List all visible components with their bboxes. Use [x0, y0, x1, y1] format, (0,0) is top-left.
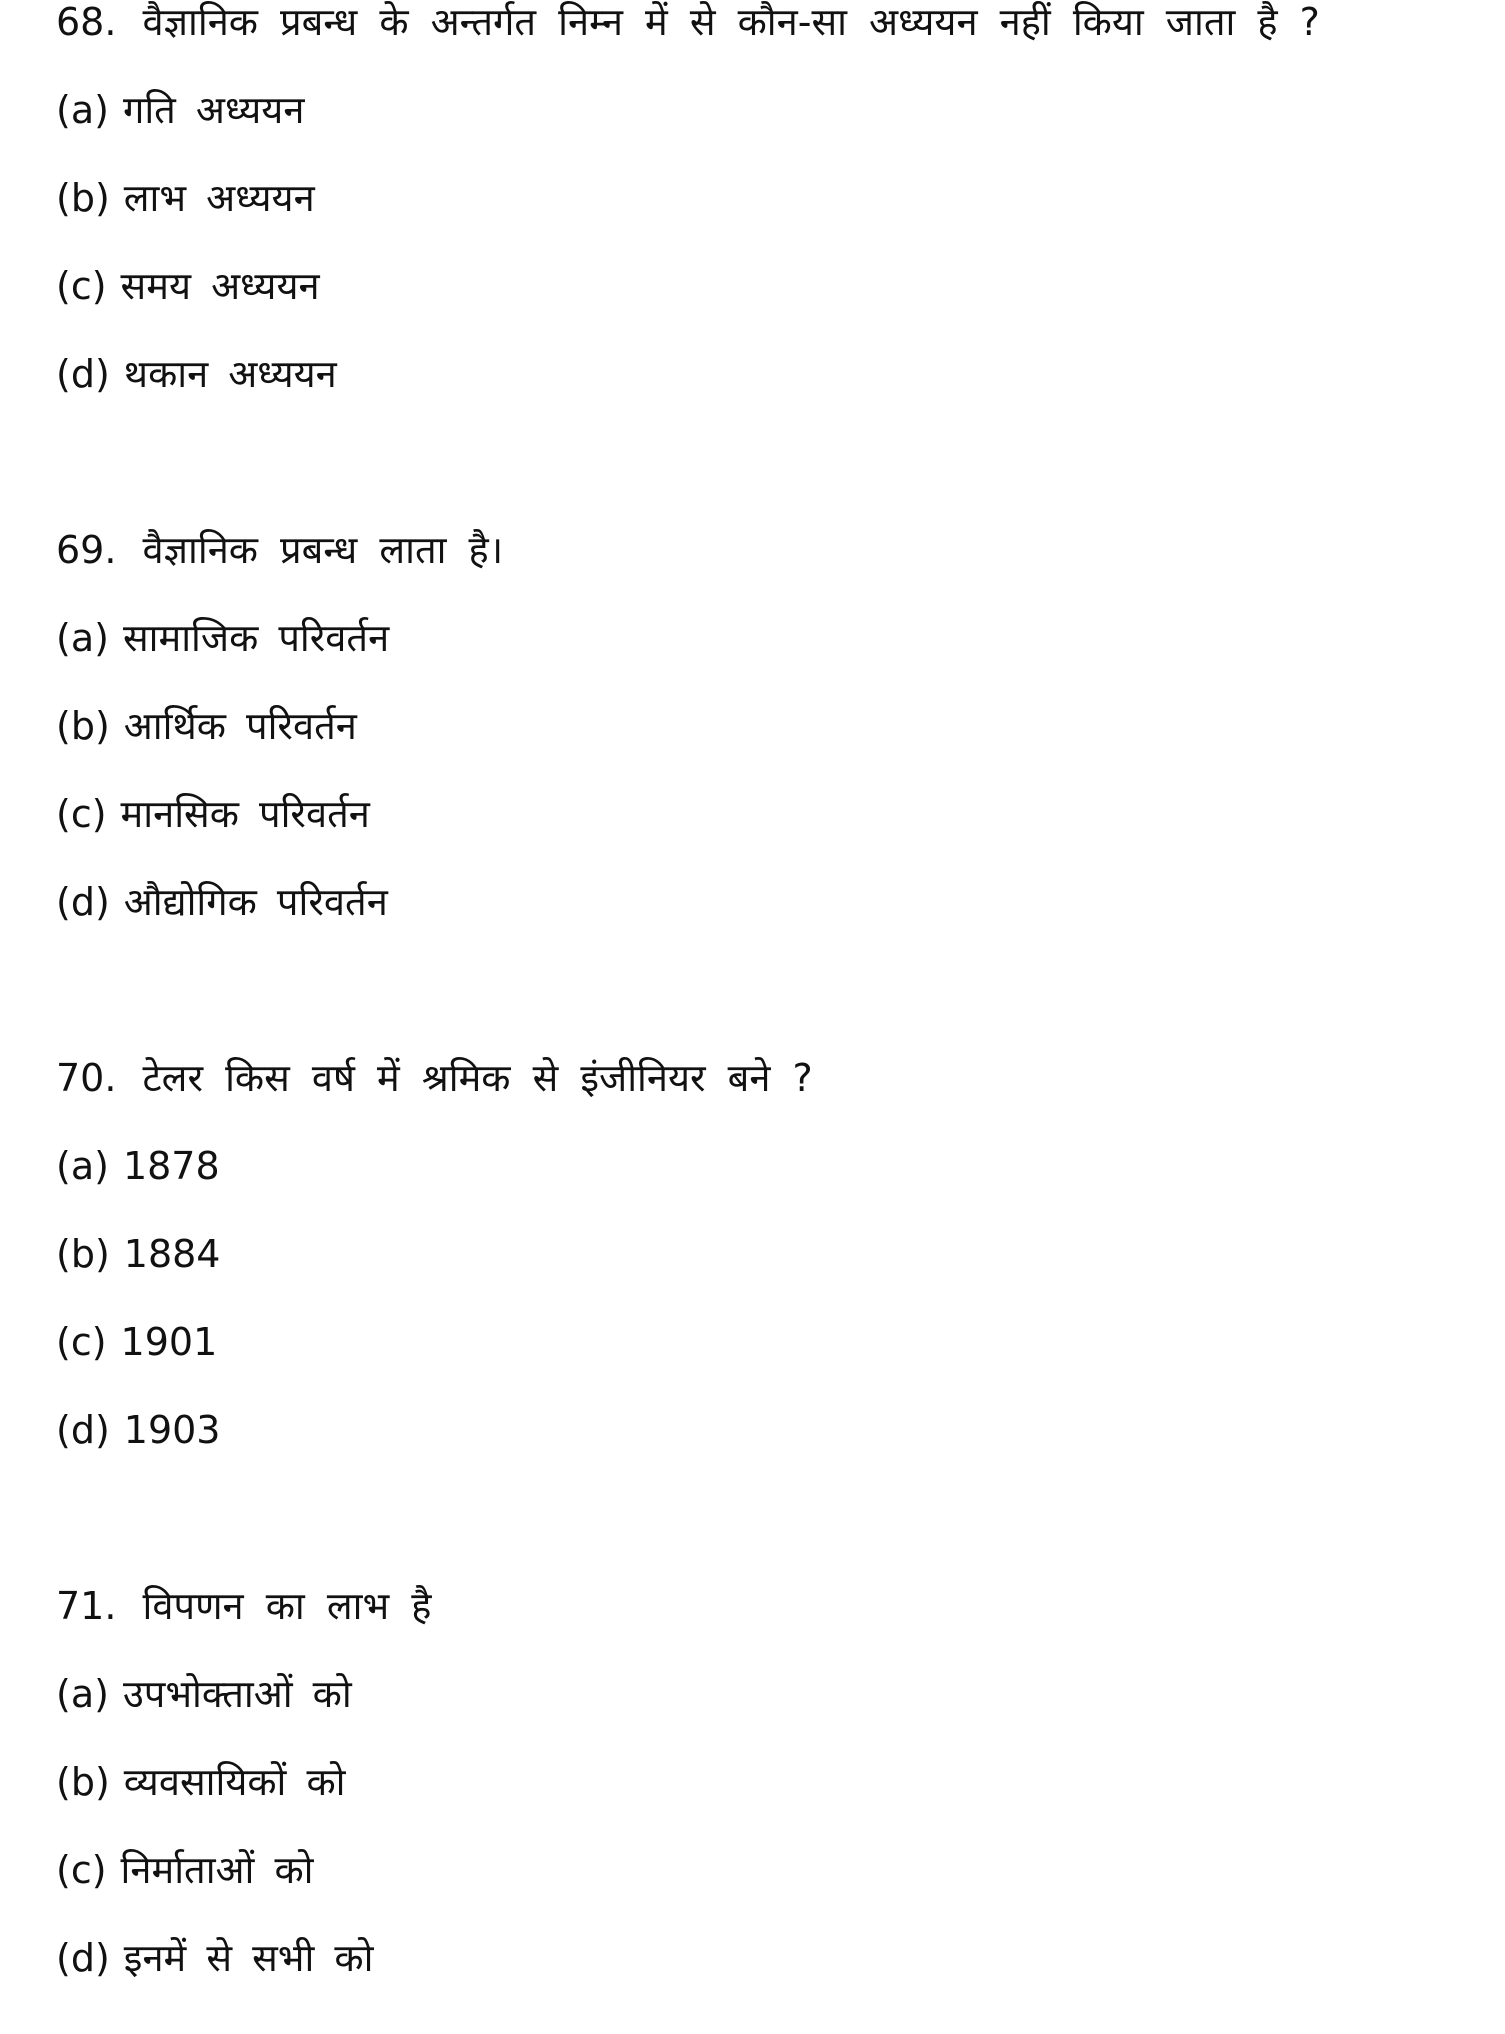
question-number: 68.	[56, 0, 117, 44]
option-text: उपभोक्ताओं को	[122, 1672, 352, 1716]
option-list	[56, 88, 1476, 396]
option-label: (c)	[56, 1320, 107, 1364]
option-a	[56, 1144, 1476, 1188]
option-label: (c)	[56, 264, 107, 308]
option-text: आर्थिक परिवर्तन	[123, 704, 357, 748]
option-c	[56, 1320, 1476, 1364]
question-text: वैज्ञानिक प्रबन्ध के अन्तर्गत निम्न में से कौन-सा अध्ययन नहीं किया जाता है ?	[142, 0, 1320, 44]
option-text: औद्योगिक परिवर्तन	[123, 880, 388, 924]
option-label: (a)	[56, 1672, 109, 1716]
option-a	[56, 1672, 1476, 1716]
option-text: गति अध्ययन	[122, 88, 305, 132]
option-text: 1903	[123, 1408, 221, 1452]
option-label: (c)	[56, 1848, 107, 1892]
option-list	[56, 1144, 1476, 1452]
option-d	[56, 352, 1476, 396]
option-label: (b)	[56, 1232, 110, 1276]
option-label: (d)	[56, 1936, 110, 1980]
option-c	[56, 1848, 1476, 1892]
option-list	[56, 1672, 1476, 1980]
option-d	[56, 880, 1476, 924]
option-text: 1878	[122, 1144, 220, 1188]
option-label: (b)	[56, 176, 110, 220]
option-b	[56, 1232, 1476, 1276]
option-b	[56, 1760, 1476, 1804]
option-label: (d)	[56, 1408, 110, 1452]
question-text: वैज्ञानिक प्रबन्ध लाता है।	[142, 528, 504, 572]
option-a	[56, 88, 1476, 132]
question-text: टेलर किस वर्ष में श्रमिक से इंजीनियर बने ?	[142, 1056, 813, 1100]
question-text-line	[56, 1056, 1476, 1100]
option-label: (d)	[56, 352, 110, 396]
question-text-line	[56, 528, 1476, 572]
option-label: (a)	[56, 1144, 109, 1188]
option-d	[56, 1936, 1476, 1980]
option-label: (a)	[56, 88, 109, 132]
question-number: 71.	[56, 1584, 117, 1628]
option-label: (d)	[56, 880, 110, 924]
option-text: 1901	[120, 1320, 218, 1364]
option-label: (c)	[56, 792, 107, 836]
option-text: इनमें से सभी को	[123, 1936, 374, 1980]
option-c	[56, 792, 1476, 836]
question-68	[56, 0, 1476, 396]
option-b	[56, 704, 1476, 748]
question-text: विपणन का लाभ है	[142, 1584, 432, 1628]
option-text: थकान अध्ययन	[123, 352, 337, 396]
option-d	[56, 1408, 1476, 1452]
question-69	[56, 528, 1476, 924]
option-text: मानसिक परिवर्तन	[120, 792, 370, 836]
option-text: सामाजिक परिवर्तन	[122, 616, 390, 660]
question-71	[56, 1584, 1476, 1980]
option-label: (a)	[56, 616, 109, 660]
option-label: (b)	[56, 704, 110, 748]
question-number: 69.	[56, 528, 117, 572]
question-text-line	[56, 1584, 1476, 1628]
option-b	[56, 176, 1476, 220]
option-a	[56, 616, 1476, 660]
option-c	[56, 264, 1476, 308]
question-text-line	[56, 0, 1476, 44]
question-70	[56, 1056, 1476, 1452]
option-text: लाभ अध्ययन	[123, 176, 315, 220]
option-list	[56, 616, 1476, 924]
option-text: निर्माताओं को	[120, 1848, 314, 1892]
option-text: व्यवसायिकों को	[123, 1760, 346, 1804]
option-text: समय अध्ययन	[120, 264, 320, 308]
option-label: (b)	[56, 1760, 110, 1804]
option-text: 1884	[123, 1232, 221, 1276]
question-number: 70.	[56, 1056, 117, 1100]
